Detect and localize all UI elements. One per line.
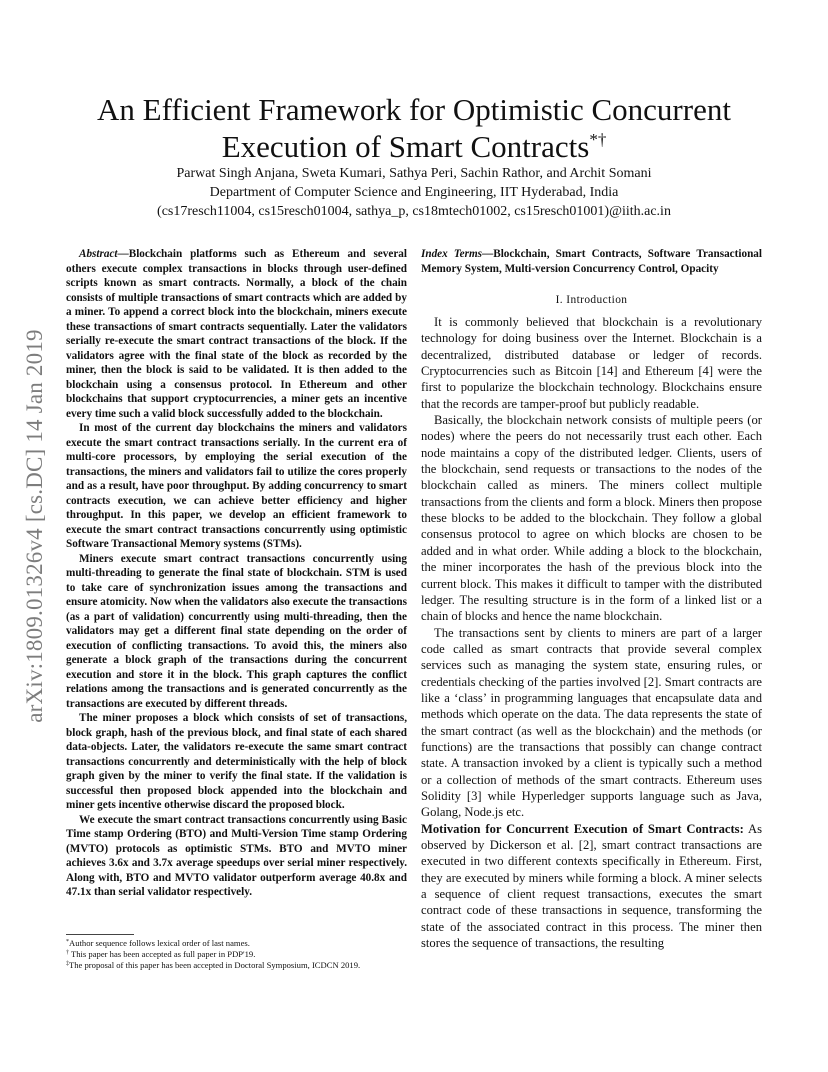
footnote-2-text: This paper has been accepted as full paper in PDP'19. (69, 949, 256, 960)
abstract-paragraph-4: The miner proposes a block which consists of set of transactions, block graph, hash of the previous block, and final state of each shared data-objects. Later, the validators re-execute the same smart contract transactions concurrently and deterministically with the help of block graph given by the miner to verify the final state. If the validation is successful then proposed block appended into the blockchain and miner gets incentive otherwise discard the proposed block. (66, 712, 407, 811)
title-footnote-marks: *† (589, 129, 607, 149)
abstract-paragraph-5: We execute the smart contract transactions concurrently using Basic Time stamp Ordering (BTO) and Multi-Version Time stamp Ordering (MVTO) protocols as optimistic STMs. BTO and MVTO miner achieves 3.6x and 3.7x average speedups over serial miner respectively. Along with, BTO and MVTO validator outperform average 40.8x and 47.1x than serial validator respectively. (66, 813, 407, 898)
abstract-label: Abstract (79, 248, 118, 260)
footnote-1 (66, 938, 407, 949)
intro-paragraph-2: Basically, the blockchain network consists of multiple peers (or nodes) where the peers do not necessarily trust each other. Each node maintains a copy of the distributed ledger. Clients, users of the blockchain, send requests or transactions to the nodes of the blockchain called as miners. The miners collect multiple transactions from the clients and form a block. Miners then propose these blocks to be added to the blockchain. They follow a global consensus protocol to agree on which blocks are chosen to be added and in what order. While adding a block to the blockchain, the miner incorporates the hash of the previous block into the current block. This makes it difficult to tamper with the distributed ledger. The resulting structure is in the form of a linked list or a chain of blocks and hence the name blockchain. (421, 413, 762, 624)
motivation-heading: Motivation for Concurrent Execution of Smart Contracts: (421, 821, 744, 836)
abstract-paragraph-1 (66, 247, 407, 421)
left-column (66, 247, 407, 900)
index-terms (421, 247, 762, 276)
title-line-1: An Efficient Framework for Optimistic Concurrent (97, 91, 731, 127)
footnote-3-mark: ‡ (66, 961, 69, 968)
footnote-2-mark: † (66, 950, 69, 957)
intro-paragraph-1: It is commonly believed that blockchain is a revolutionary technology for doing business over the Internet. Blockchain is a decentralized, distributed database or ledger of records. Cryptocurrencies such as Bitcoin [14] and Ethereum [4] were the first to popularize the blockchain technology. Blockchains ensure that the records are tamper-proof but publicly readable. (421, 315, 762, 411)
abstract-paragraph-3: Miners execute smart contract transactions concurrently using multi-threading to generate the final state of blockchain. STM is used to take care of synchronization issues among the transactions and ensure atomicity. Now when the validators also execute the transactions (as a part of validation) concurrently using multi-threading, then the validators may get a different final state depending on the order of execution of conflicting transactions. To avoid this, the miners also generate a block graph of the transactions during the concurrent execution and store it in the block. This graph captures the conflict relations among the transactions and is generated concurrently as the transactions are executed by different threads. (66, 552, 407, 710)
arxiv-identifier (23, 292, 47, 760)
footnote-1-text: Author sequence follows lexical order of last names. (69, 938, 250, 948)
footnote-3-text: The proposal of this paper has been accepted in Doctoral Symposium, ICDCN 2019. (69, 960, 361, 971)
affiliation: Department of Computer Science and Engineering, IIT Hyderabad, India (209, 185, 619, 200)
intro-paragraph-4-text: As observed by Dickerson et al. [2], smart contract transactions are executed in two different contexts specifically in Ethereum. First, they are executed by miners while forming a block. A miner selects a sequence of client request transactions, executes the smart contract code of these transactions in sequence, transforming the state of the associated contract in this process. The miner then stores the sequence of transactions, the resulting (421, 821, 762, 951)
abstract (66, 247, 407, 900)
introduction-body (421, 314, 762, 951)
intro-paragraph-4 (421, 821, 762, 952)
index-terms-label: Index Terms (421, 248, 483, 260)
abstract-text-1: —Blockchain platforms such as Ethereum and several others execute complex transactions in blocks through user-defined scripts known as smart contracts. Normally, a block of the chain consists of multiple transactions of smart contracts which are added by a miner. To append a correct block into the blockchain, miners execute these transactions of smart contracts sequentially. Later the validators serially re-execute the smart contract transactions of the block. If the validators agree with the final state of the block as recorded by the miner, then the block is said to be validated. It is then added to the blockchain using a consensus protocol. In Ethereum and other blockchains that support cryptocurrencies, a miner gets an incentive every time such a valid block successfully added to the blockchain. (66, 248, 407, 420)
index-terms-text: —Blockchain, Smart Contracts, Software Transactional Memory System, Multi-version Concurrency Control, Opacity (421, 248, 762, 275)
footnotes (66, 938, 407, 972)
author-emails: (cs17resch11004, cs15resch01004, sathya_p, cs18mtech01002, cs15resch01001)@iith.ac.in (157, 204, 671, 219)
intro-paragraph-3: The transactions sent by clients to miners are part of a larger code called as smart contracts that provide several complex services such as managing the system state, ensuring rules, or credentials checking of the parties involved [2]. Smart contracts are like a ‘class’ in programming languages that encapsulate data and methods which operate on the data. The data represents the state of the smart contract (as well as the blockchain) and the methods (or functions) are the transactions that possibly can change contract state. A transaction invoked by a client is typically such a method or a collection of methods of the smart contracts. Ethereum uses Solidity [3] while Hyperledger supports language such as Java, Golang, Node.js etc. (421, 625, 762, 820)
abstract-paragraph-2: In most of the current day blockchains the miners and validators execute the smart contract transactions serially. In the current era of multi-core processors, by employing the serial execution of the transactions, the miners and validators fail to utilize the cores properly and as a result, have poor throughput. By adding concurrency to smart contracts execution, we can achieve better efficiency and higher throughput. In this paper, we develop an efficient framework to execute the smart contract transactions concurrently using optimistic Software Transactional Memory systems (STMs). (66, 422, 407, 550)
title-line-2: Execution of Smart Contracts (221, 128, 590, 164)
footnote-rule (66, 934, 134, 935)
right-column (421, 247, 762, 951)
footnote-2 (66, 949, 407, 960)
arxiv-id-text: arXiv:1809.01326v4 [cs.DC] 14 Jan 2019 (22, 329, 47, 723)
section-heading-introduction: I. Introduction (555, 294, 628, 306)
author-block (60, 164, 768, 221)
footnote-1-mark: * (66, 939, 69, 945)
paper-title (60, 91, 768, 165)
author-names: Parwat Singh Anjana, Sweta Kumari, Sathya Peri, Sachin Rathor, and Archit Somani (176, 166, 652, 181)
footnote-3 (66, 960, 407, 971)
